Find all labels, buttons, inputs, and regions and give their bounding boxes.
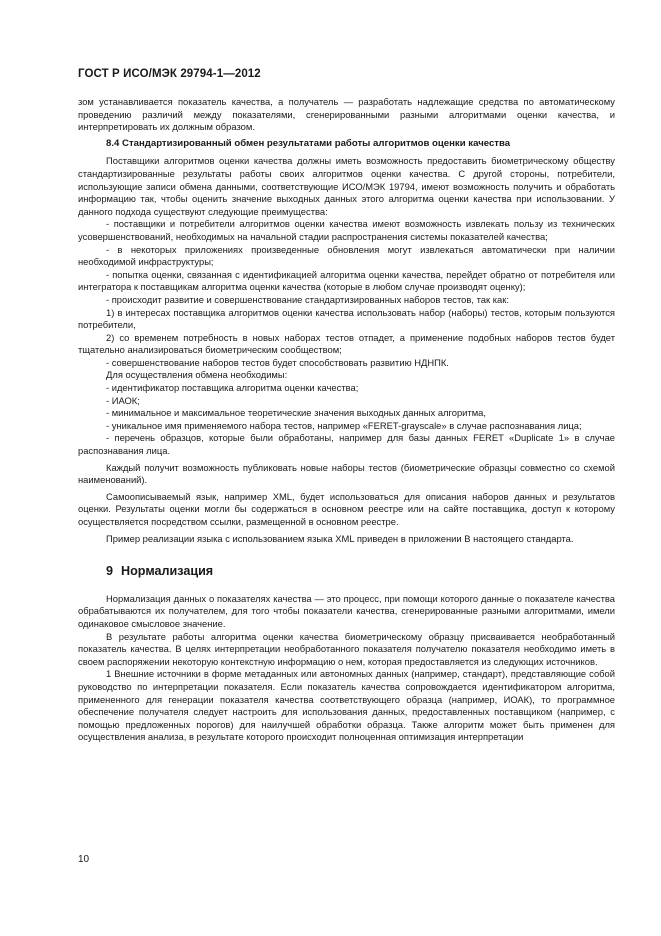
section-number: 9 (106, 564, 114, 579)
list-item: 2) со временем потребность в новых наборах тестов отпадет, а применение подобных наборов тестов будет тщательно анализироваться биометрическим сообществом; (78, 331, 615, 356)
paragraph: Для осуществления обмена необходимы: (106, 369, 288, 381)
list-item: - перечень образцов, которые были обработаны, например для базы данных FERET «Duplicate 1» в случае распознавания лица. (78, 432, 615, 457)
paragraph: 1 Внешние источники в форме метаданных или автономных данных (например, стандарт), представляющие собой руководство по интерпретации показателя. Если показатель качества сопровождается идентификатором алгоритма, примененного для генерации показателя качества соответствующего образца (например, ИОАК), то программное обеспечение получателя следует настроить для использования данных, предоставленных поставщиком (например, с помощью предложенных порогов) для наилучшей обработки образца. Также алгоритм может быть применен для осуществления анализа, в результате которого происходит полноценная оптимизация интерпретации (78, 668, 615, 743)
list-item: - уникальное имя применяемого набора тестов, например «FERET-grayscale» в случае распознавания лица; (106, 419, 582, 431)
paragraph: Самоописываемый язык, например XML, будет использоваться для описания наборов данных и результатов оценки. Результаты оценки могли бы содержаться в основном реестре или на сайте поставщика, доступ к которому осуществляется посредством ссылки, размещенной в основном реестре. (78, 490, 615, 527)
list-item: - в некоторых приложениях произведенные обновления могут извлекаться автоматически при наличии необходимой инфраструктуры; (78, 243, 615, 268)
list-item: 1) в интересах поставщика алгоритмов оценки качества использовать набор (наборы) тестов, которым пользуются потребители, (78, 306, 615, 331)
continuation-paragraph: зом устанавливается показатель качества, а получатель — разработать надлежащие средства по автоматическому проведению различий между показателями, сгенерированными разными алгоритмами оценки качества, и интерпретировать их должным образом. (78, 96, 615, 133)
paragraph: В результате работы алгоритма оценки качества биометрическому образцу присваивается необработанный показатель качества. В целях интерпретации необработанного показателя получателю показателя необходимо иметь в своем распоряжении некоторую контекстную информацию о нем, которая предоставляется из следующих источников. (78, 630, 615, 667)
list-item: - минимальное и максимальное теоретические значения выходных данных алгоритма, (106, 407, 486, 419)
section-title: Нормализация (121, 564, 214, 579)
paragraph: Каждый получит возможность публиковать новые наборы тестов (биометрические образцы совместно со схемой наименований). (78, 461, 615, 486)
list-item: - совершенствование наборов тестов будет способствовать развитию НДНПК. (106, 356, 449, 368)
paragraph: Поставщики алгоритмов оценки качества должны иметь возможность предоставить биометрическому обществу стандартизированные результаты работы своих алгоритмов оценки качества. С другой стороны, потребители, использующие записи обмена данными, соответствующие ИСО/МЭК 19794, имеют возможность получить и обработать информацию так, чтобы оценить значение выходных данных этого алгоритма оценки качества при использовании. У данного подхода существуют следующие преимущества: (78, 155, 615, 217)
paragraph: Пример реализации языка с использованием языка XML приведен в приложении В настоящего стандарта. (106, 532, 574, 544)
list-item: - поставщики и потребители алгоритмов оценки качества имеют возможность извлекать пользу из технических усовершенствований, необходимых на начальной стадии распространения системы показателей качества; (78, 218, 615, 242)
list-item: - ИАОК; (106, 394, 140, 406)
list-item: - идентификатор поставщика алгоритма оценки качества; (106, 382, 359, 394)
list-item: - происходит развитие и совершенствование стандартизированных наборов тестов, так как: (106, 293, 509, 305)
page-number: 10 (78, 854, 90, 865)
page-content (78, 96, 615, 744)
section-heading (106, 565, 615, 578)
list-item: - попытка оценки, связанная с идентификацией алгоритма оценки качества, перейдет обратно от потребителя или интегратора к поставщикам алгоритма оценки качества (которые в любом случае производят оценку); (78, 268, 615, 293)
paragraph: Нормализация данных о показателях качества — это процесс, при помощи которого данные о показателе качества обрабатываются их получателем, для того чтобы показатели качества, сгенерированные разными алгоритмами, имели одинаковое смысловое значение. (78, 592, 615, 629)
subsection-heading (106, 138, 615, 151)
subsection-number: 8.4 (106, 137, 120, 149)
subsection-title: Стандартизированный обмен результатами работы алгоритмов оценки качества (122, 137, 511, 149)
document-header: ГОСТ Р ИСО/МЭК 29794-1—2012 (78, 68, 261, 80)
